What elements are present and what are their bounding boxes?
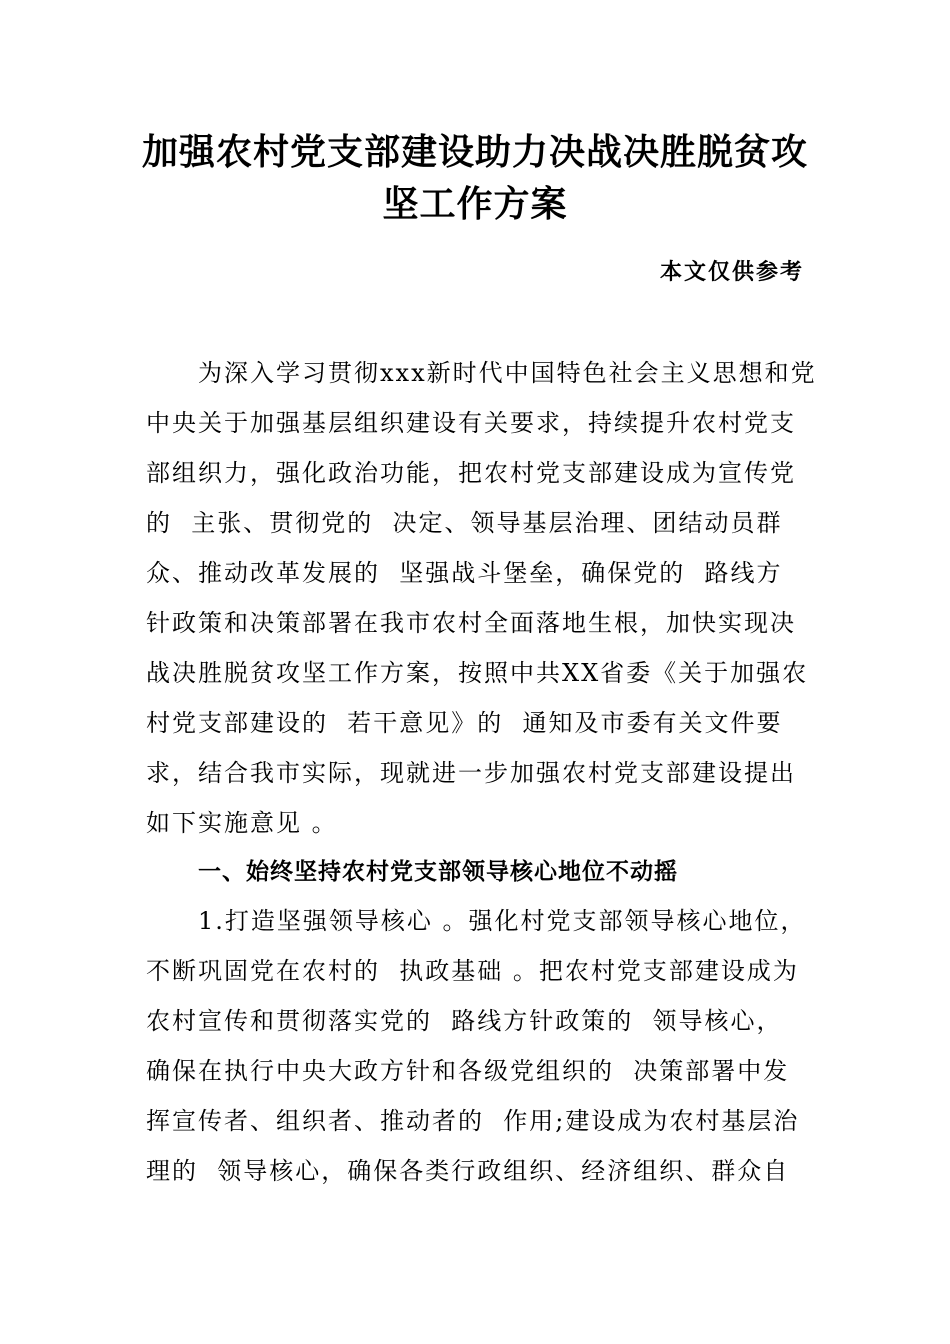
intro-line: 众、推动改革发展的 坚强战斗堡垒，确保党的 路线方 — [146, 559, 783, 587]
document-title-line-1: 加强农村党支部建设助力决战决胜脱贫攻 — [141, 132, 808, 173]
section-line: 1.打造坚强领导核心 。强化村党支部领导核心地位， — [198, 907, 807, 935]
intro-line: 求，结合我市实际，现就进一步加强农村党支部建设提出 — [146, 759, 796, 787]
intro-line: 如下实施意见 。 — [146, 809, 338, 837]
section-line: 农村宣传和贯彻落实党的 路线方针政策的 领导核心， — [146, 1007, 783, 1035]
intro-line: 的 主张、贯彻党的 决定、领导基层治理、团结动员群 — [146, 509, 783, 537]
section-line: 理的 领导核心，确保各类行政组织、经济组织、群众自 — [146, 1157, 790, 1185]
section-line: 不断巩固党在农村的 执政基础 。把农村党支部建设成为 — [146, 957, 799, 985]
intro-line: 战决胜脱贫攻坚工作方案，按照中共XX省委《关于加强农 — [146, 659, 809, 687]
intro-line: 为深入学习贯彻xxx新时代中国特色社会主义思想和党 — [198, 359, 817, 387]
intro-line: 针政策和决策部署在我市农村全面落地生根，加快实现决 — [146, 609, 796, 637]
intro-line: 村党支部建设的 若干意见》的 通知及市委有关文件要 — [146, 709, 783, 737]
reference-note: 本文仅供参考 — [659, 260, 804, 285]
section-heading: 一、始终坚持农村党支部领导核心地位不动摇 — [198, 859, 678, 885]
section-line: 挥宣传者、组织者、推动者的 作用;建设成为农村基层治 — [146, 1107, 800, 1135]
intro-line: 部组织力，强化政治功能，把农村党支部建设成为宣传党 — [146, 459, 796, 487]
document-title-line-2: 坚工作方案 — [382, 184, 568, 225]
section-line: 确保在执行中央大政方针和各级党组织的 决策部署中发 — [146, 1057, 790, 1085]
intro-line: 中央关于加强基层组织建设有关要求，持续提升农村党支 — [146, 409, 796, 437]
